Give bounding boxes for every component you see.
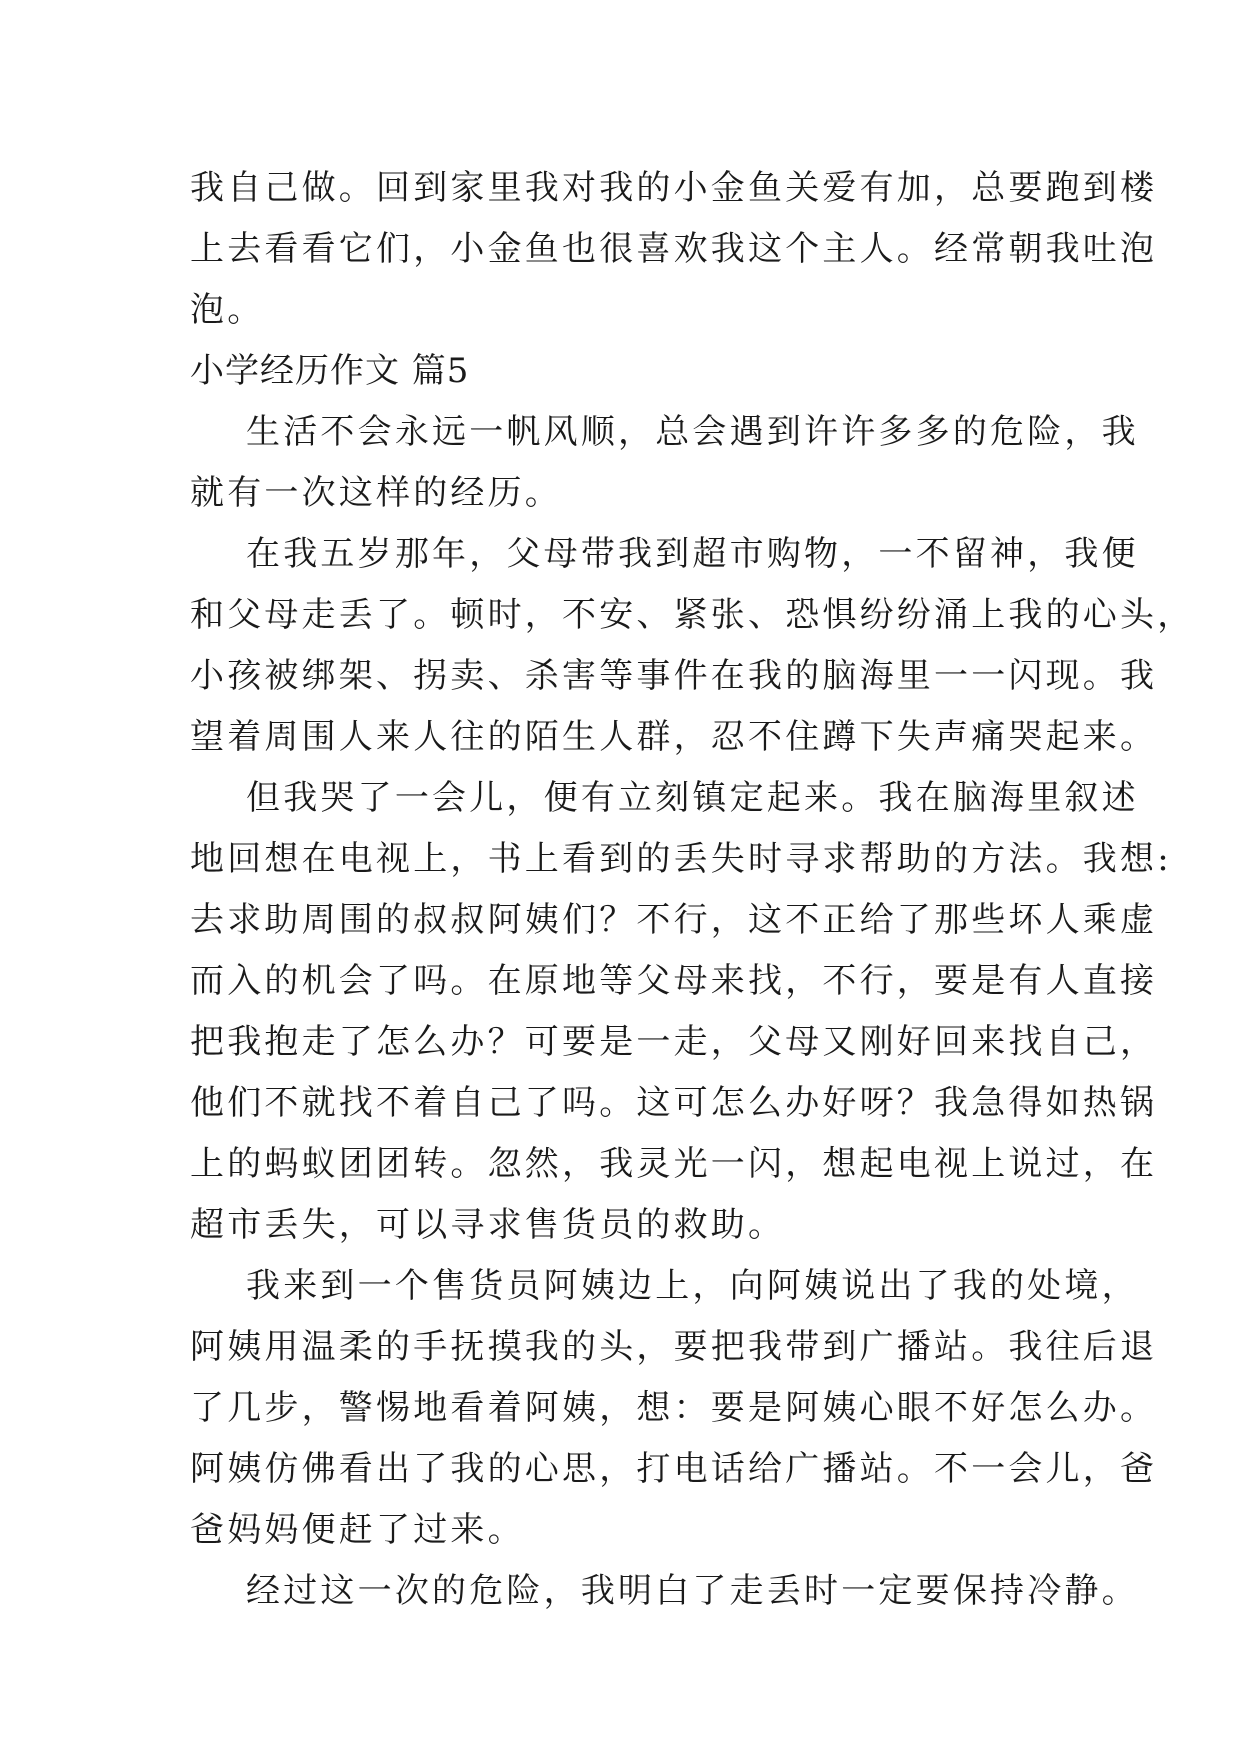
text-line: 望着周围人来人往的陌生人群，忍不住蹲下失声痛哭起来。 — [190, 717, 1158, 757]
text-line: 就有一次这样的经历。 — [190, 473, 562, 513]
text-line: 生活不会永远一帆风顺，总会遇到许许多多的危险，我 — [190, 412, 1139, 452]
text-line: 超市丢失，可以寻求售货员的救助。 — [190, 1205, 786, 1245]
text-line: 而入的机会了吗。在原地等父母来找，不行，要是有人直接 — [190, 961, 1158, 1001]
text-line: 了几步，警惕地看着阿姨，想：要是阿姨心眼不好怎么办。 — [190, 1388, 1158, 1428]
text-line: 小孩被绑架、拐卖、杀害等事件在我的脑海里一一闪现。我 — [190, 656, 1158, 696]
text-line: 和父母走丢了。顿时，不安、紧张、恐惧纷纷涌上我的心头， — [190, 595, 1195, 635]
text-line: 阿姨仿佛看出了我的心思，打电话给广播站。不一会儿，爸 — [190, 1449, 1158, 1489]
text-line: 地回想在电视上，书上看到的丢失时寻求帮助的方法。我想: — [190, 839, 1172, 879]
text-line: 在我五岁那年，父母带我到超市购物，一不留神，我便 — [190, 534, 1139, 574]
text-line: 他们不就找不着自己了吗。这可怎么办好呀？我急得如热锅 — [190, 1083, 1158, 1123]
text-line: 经过这一次的危险，我明白了走丢时一定要保持冷静。 — [190, 1571, 1139, 1611]
text-line: 泡。 — [190, 290, 265, 330]
text-line: 上的蚂蚁团团转。忽然，我灵光一闪，想起电视上说过，在 — [190, 1144, 1158, 1184]
text-line: 我自己做。回到家里我对我的小金鱼关爱有加，总要跑到楼 — [190, 168, 1158, 208]
section-heading: 小学经历作文 篇5 — [190, 351, 470, 391]
text-line: 上去看看它们，小金鱼也很喜欢我这个主人。经常朝我吐泡 — [190, 229, 1158, 269]
text-line: 但我哭了一会儿，便有立刻镇定起来。我在脑海里叙述 — [190, 778, 1139, 818]
text-line: 爸妈妈便赶了过来。 — [190, 1510, 525, 1550]
text-line: 阿姨用温柔的手抚摸我的头，要把我带到广播站。我往后退 — [190, 1327, 1158, 1367]
text-line: 把我抱走了怎么办？可要是一走，父母又刚好回来找自己， — [190, 1022, 1158, 1062]
text-line: 我来到一个售货员阿姨边上，向阿姨说出了我的处境， — [190, 1266, 1139, 1306]
text-line: 去求助周围的叔叔阿姨们？不行，这不正给了那些坏人乘虚 — [190, 900, 1158, 940]
document-page — [190, 158, 1195, 1622]
